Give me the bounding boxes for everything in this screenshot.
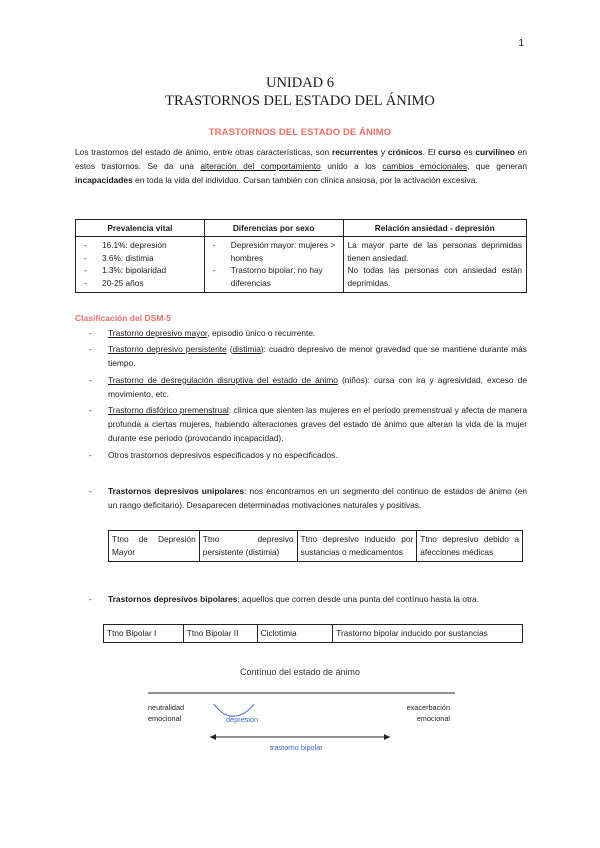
list-item: - Trastorno de desregulación disruptiva del estado de ánimo (niños): cursa con ira y agresividad, exceso de movimiento, etc. xyxy=(108,373,527,401)
table-cell: Ttno depresivo debido a afecciones médicas xyxy=(417,531,523,562)
unipolar-table xyxy=(108,530,523,562)
bipolar-label: trastorno bipolar xyxy=(270,743,323,752)
arrow-left-icon xyxy=(210,734,216,740)
table-cell: Ttno depresivo inducido por sustancias o medicamentos xyxy=(297,531,417,562)
right-label-line: exacerbación xyxy=(406,703,450,712)
right-label xyxy=(407,702,450,724)
mood-continuum-diagram xyxy=(0,660,600,760)
header-sex: Diferencias por sexo xyxy=(204,220,343,237)
right-label-line: emocional xyxy=(416,714,450,723)
list-item: - Trastorno depresivo persistente (distimia): cuadro depresivo de menor gravedad que se mantiene durante más tiempo. xyxy=(108,342,527,370)
table-cell: Ttno Bipolar II xyxy=(183,625,257,643)
prevalence-cell xyxy=(76,237,205,293)
list-item: - Trastorno bipolar: no hay diferencias xyxy=(209,264,339,289)
table-cell: Trastorno bipolar inducido por sustancias xyxy=(333,625,523,643)
summary-table-header xyxy=(76,220,527,237)
summary-table-row xyxy=(76,237,527,293)
depression-label: depresión xyxy=(226,715,259,724)
table-row xyxy=(109,531,523,562)
bipolar-table xyxy=(103,624,523,643)
list-item: - Depresión mayor: mujeres > hombres xyxy=(209,239,339,264)
dsm-heading: Clasificación del DSM-5 xyxy=(75,313,171,323)
bipolar-paragraph: - Trastornos depresivos bipolares: aquellos que corren desde una punta del contínuo hasta la otra. xyxy=(108,592,527,606)
section-heading: TRASTORNOS DEL ESTADO DE ÁNIMO xyxy=(208,127,392,138)
left-label xyxy=(148,702,184,724)
list-item: - 3.6%: distimia xyxy=(80,252,200,265)
unit-title: TRASTORNOS DEL ESTADO DEL ÁNIMO xyxy=(165,93,435,109)
list-item: - Trastorno depresivo mayor, episodio único o recurrente. xyxy=(108,326,527,340)
list-item: - Trastorno disfórico premenstrual: clínica que sienten las mujeres en el periodo premenstrual y afecta de manera profunda a ciertas mujeres, habiendo alteraciones graves del estado de ánimo que alteran la vida de la mujer durante ese periodo (provocando incapacidad). xyxy=(108,403,527,446)
table-row xyxy=(104,625,523,643)
sex-cell xyxy=(204,237,343,293)
relation-cell xyxy=(343,237,527,293)
intro-paragraph: Los trastornos del estado de ánimo, entre otras características, son recurrentes y crónicos. El curso es curvilíneo en estos trastornos. Se da una alteración del comportamiento unido a los cambios emocionales, que generan incapacidades en toda la vida del individuo. Cursan también con clínica ansiosa, por la activación excesiva. xyxy=(75,147,528,185)
unipolar-paragraph: - Trastornos depresivos unipolares: nos encontramos en un segmento del continuo de estados de ánimo (en un rango deficitario). Desaparecen determinadas motivaciones naturales y positivas. xyxy=(108,484,527,512)
summary-table xyxy=(75,219,527,293)
arrow-right-icon xyxy=(384,734,390,740)
list-item: - 16.1%: depresión xyxy=(80,239,200,252)
diagram-title: Contínuo del estado de ánimo xyxy=(239,667,361,677)
relation-text: La mayor parte de las personas deprimidas tienen ansiedad. xyxy=(347,240,522,263)
list-item: - 1.3%: bipolaridad xyxy=(80,264,200,277)
relation-text: No todas las personas con ansiedad están deprimidas. xyxy=(347,265,522,288)
header-relation: Relación ansiedad - depresión xyxy=(343,220,527,237)
table-cell: Ttno de Depresión Mayor xyxy=(109,531,200,562)
unit-number: UNIDAD 6 xyxy=(265,75,335,91)
left-label-line: neutralidad xyxy=(148,703,185,712)
header-prevalence: Prevalencia vital xyxy=(76,220,205,237)
table-cell: Ciclotimia xyxy=(257,625,333,643)
table-cell: Ttno Bipolar I xyxy=(104,625,184,643)
dsm-list xyxy=(108,326,527,464)
page-number: 1 xyxy=(518,38,524,49)
list-item: - 20-25 años xyxy=(80,277,200,290)
table-cell: Ttno depresivo persistente (distimia) xyxy=(199,531,297,562)
unit-title-block xyxy=(0,74,600,110)
left-label-line: emocional xyxy=(148,714,182,723)
list-item: - Otros trastornos depresivos especificados y no especificados. xyxy=(108,448,527,462)
